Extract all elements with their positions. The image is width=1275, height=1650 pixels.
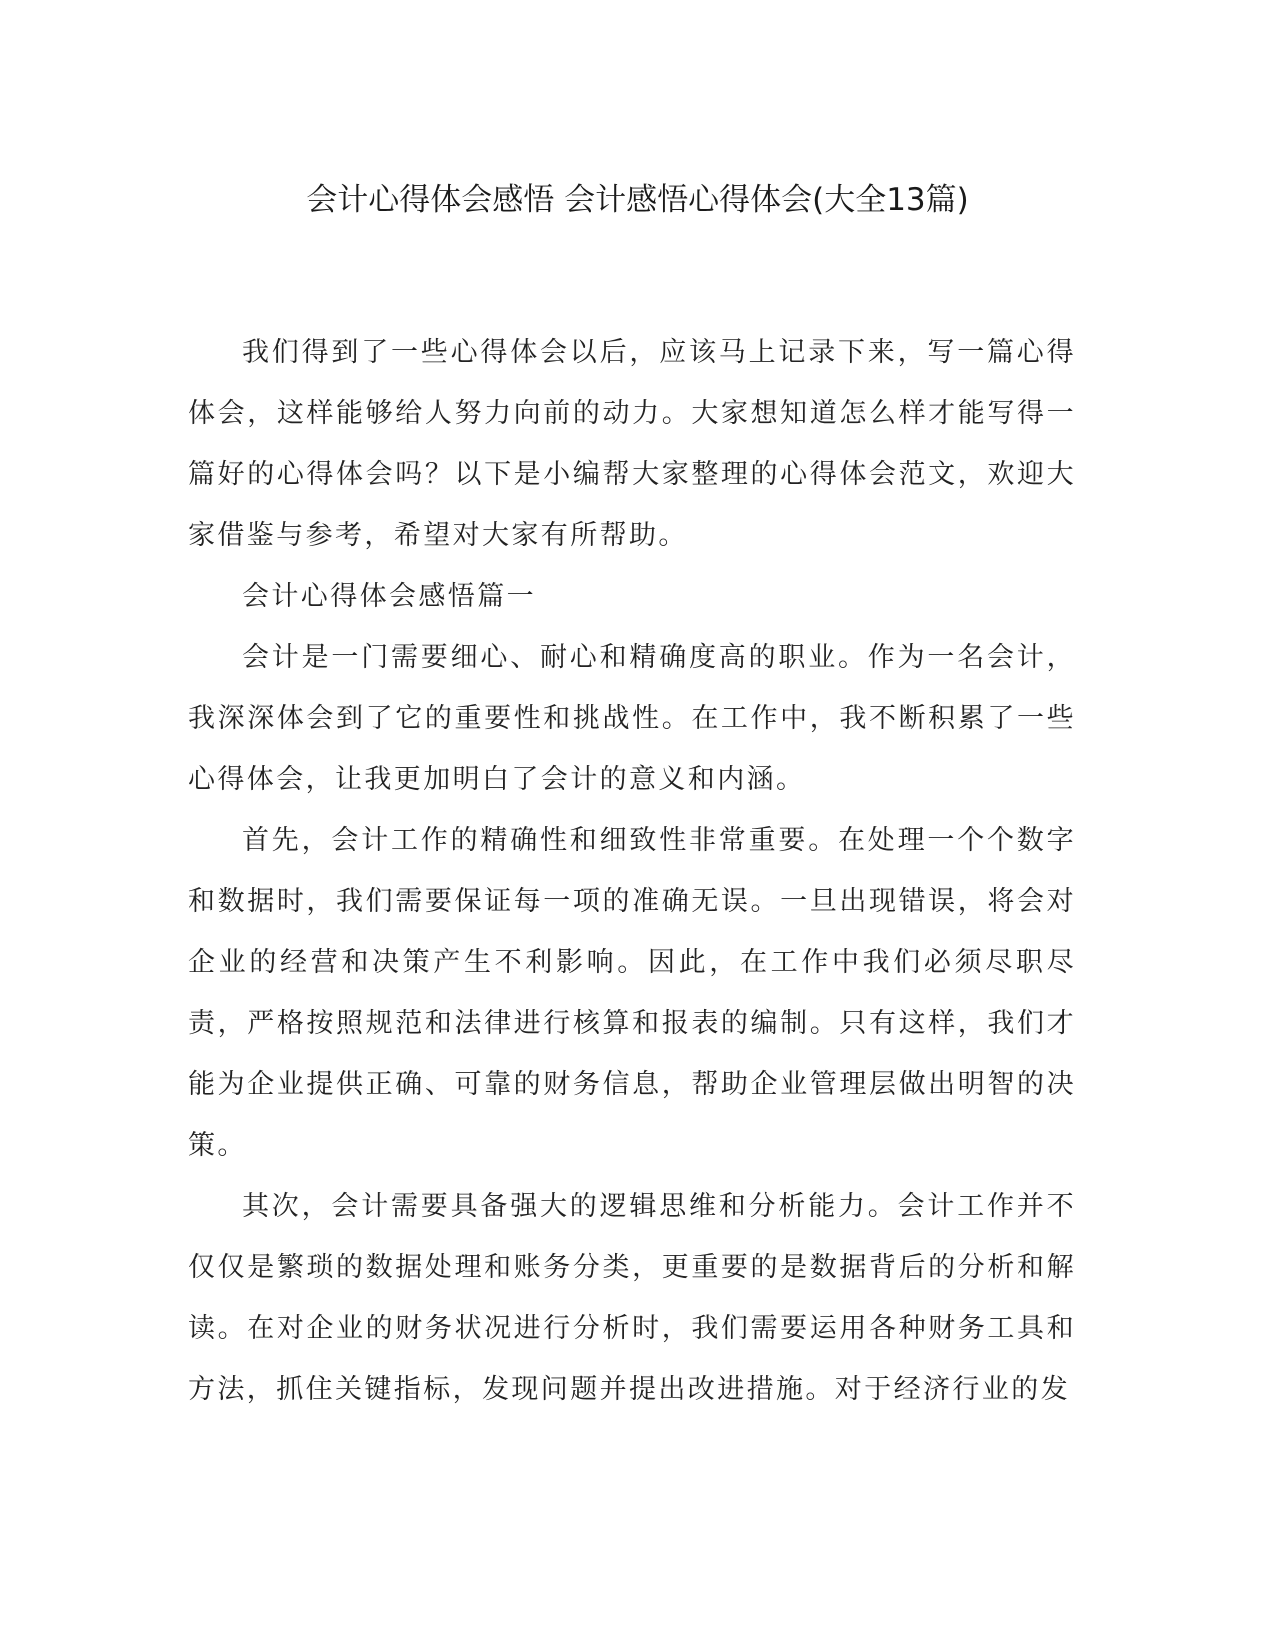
document-title: 会计心得体会感悟 会计感悟心得体会(大全13篇) xyxy=(306,182,969,218)
body-paragraph: 其次，会计需要具备强大的逻辑思维和分析能力。会计工作并不仅仅是繁琐的数据处理和账务分类，更重要的是数据背后的分析和解读。在对企业的财务状况进行分析时，我们需要运用各种财务工具和方法，抓住关键指标，发现问题并提出改进措施。对于经济行业的发 xyxy=(188,1191,1076,1405)
body-paragraph: 会计是一门需要细心、耐心和精确度高的职业。作为一名会计，我深深体会到了它的重要性和挑战性。在工作中，我不断积累了一些心得体会，让我更加明白了会计的意义和内涵。 xyxy=(188,642,1076,795)
body-paragraph: 首先，会计工作的精确性和细致性非常重要。在处理一个个数字和数据时，我们需要保证每一项的准确无误。一旦出现错误，将会对企业的经营和决策产生不利影响。因此，在工作中我们必须尽职尽责，严格按照规范和法律进行核算和报表的编制。只有这样，我们才能为企业提供正确、可靠的财务信息，帮助企业管理层做出明智的决策。 xyxy=(188,825,1076,1161)
section-heading: 会计心得体会感悟篇一 xyxy=(242,581,536,612)
intro-paragraph: 我们得到了一些心得体会以后，应该马上记录下来，写一篇心得体会，这样能够给人努力向前的动力。大家想知道怎么样才能写得一篇好的心得体会吗？以下是小编帮大家整理的心得体会范文，欢迎大家借鉴与参考，希望对大家有所帮助。 xyxy=(188,337,1076,551)
document-body xyxy=(188,322,1076,1420)
